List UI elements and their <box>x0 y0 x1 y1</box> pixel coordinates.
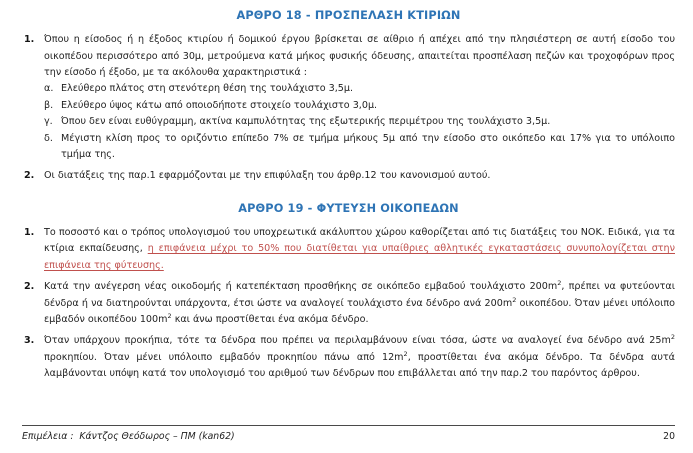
text-run: Όταν υπάρχουν προκήπια, τότε τα δένδρα που πρέπει να περιλαμβάνουν είναι τόσα, ώστε να αναλογεί ένα δένδρο ανά 25m <box>44 335 671 347</box>
page-footer <box>0 425 693 442</box>
list-item <box>22 279 675 328</box>
paragraph-text: Όπου η είσοδος ή η έξοδος κτιρίου ή δομικού έργου βρίσκεται σε αίθριο ή απέχει από την πλησιέστερη σε αυτή είσοδο του οικοπέδου περισσότερο από 30μ, μετρούμενα κατά μήκος φυσικής όδευσης, απαιτείται προσπέλαση πεζών και τροχοφόρων προς την είσοδο ή έξοδο, με τα ακόλουθα χαρακτηριστικά : <box>44 34 675 78</box>
list-marker: 2. <box>24 281 35 293</box>
sub-list-item <box>44 131 675 164</box>
text-run: Κατά την ανέγερση νέας οικοδομής ή κατεπέκταση προσθήκης σε οικόπεδο εμβαδού τουλάχιστο 200m <box>44 281 558 293</box>
superscript: 2 <box>557 278 562 287</box>
superscript: 2 <box>512 295 517 304</box>
list-marker: 2. <box>24 170 35 182</box>
sub-list-text: Όπου δεν είναι ευθύγραμμη, ακτίνα καμπυλότητας της εξωτερικής περιμέτρου της τουλάχιστο 3,5μ. <box>61 116 551 128</box>
list-marker: 3. <box>24 335 35 347</box>
list-item <box>22 32 675 163</box>
sub-list-text: Ελεύθερο ύψος κάτω από οποιοδήποτε στοιχείο τουλάχιστο 3,0μ. <box>61 99 378 111</box>
article-heading-18: ΑΡΘΡΟ 18 - ΠΡΟΣΠΕΛΑΣΗ ΚΤΙΡΙΩΝ <box>236 9 461 22</box>
superscript: 2 <box>167 311 172 320</box>
paragraph-text: Οι διατάξεις της παρ.1 εφαρμόζονται με την επιφύλαξη του άρθρ.12 του κανονισμού αυτού. <box>44 170 491 182</box>
paragraph-text <box>44 225 675 274</box>
list-body <box>44 32 675 163</box>
list-body <box>44 168 675 184</box>
paragraph-text <box>44 333 675 382</box>
emphasis-text: η επιφάνεια μέχρι το 50% που διατίθεται για υπαίθριες αθλητικές εγκαταστάσεις συνυπολογίζεται στην επιφάνεια της φύτευσης. <box>44 243 675 271</box>
list-item <box>22 225 675 274</box>
page-number: 20 <box>663 431 675 442</box>
list-marker: 1. <box>24 34 35 46</box>
list-item <box>22 333 675 382</box>
sub-list-marker: α. <box>44 83 54 95</box>
sub-list-item <box>44 81 675 97</box>
text-run: , προστίθεται ένα ακόμα δένδρο. Τα δένδρα αυτά λαμβάνονται υπόψη κατά τον υπολογισμό του αριθμού των δένδρων που επιβάλλεται από την παρ.2 του παρόντος άρθρου. <box>44 351 675 380</box>
list-item <box>22 168 675 184</box>
article-heading-19: ΑΡΘΡΟ 19 - ΦΥΤΕΥΣΗ ΟΙΚΟΠΕΔΩΝ <box>238 201 459 215</box>
sub-list-item <box>44 98 675 114</box>
article-section-19 <box>22 202 675 383</box>
text-run: προκηπίου. Όταν μένει υπόλοιπο εμβαδόν προκηπίου πάνω από 12m <box>44 351 404 363</box>
sub-list-marker: β. <box>44 99 54 111</box>
sub-list-greek-letters <box>44 81 675 163</box>
text-run: Το ποσοστό και ο τρόπος υπολογισμού του υποχρεωτικά ακάλυπτου χώρου καθορίζεται από τις διατάξεις του ΝΟΚ. Ειδικά, για τα κτίρια εκπαίδευσης, <box>44 226 675 255</box>
superscript: 2 <box>403 349 408 358</box>
list-body <box>44 225 675 274</box>
sub-list-marker: δ. <box>44 132 53 144</box>
footer-divider <box>22 425 675 426</box>
list-body <box>44 279 675 328</box>
paragraph-text <box>44 279 675 328</box>
footer-credit-text: Επιμέλεια : Κάντζος Θεόδωρος – ΠΜ (kan62) <box>22 431 235 442</box>
sub-list-text: Μέγιστη κλίση προς το οριζόντιο επίπεδο 7% σε τμήμα μήκους 5μ από την είσοδο στο οικόπεδο και 17% για το υπόλοιπο τμήμα της. <box>61 132 675 160</box>
list-body <box>44 333 675 382</box>
article-section-18 <box>22 9 675 185</box>
text-run: , πρέπει να φυτεύονται δένδρα ή να διατηρούνται υπάρχοντα, έτσι ώστε να αναλογεί τουλάχιστο ένα δένδρο ανά 200m <box>44 281 675 309</box>
text-run: και άνω προστίθεται ένα ακόμα δένδρο. <box>171 313 369 325</box>
text-run: οικοπέδου. Όταν μένει υπόλοιπο εμβαδόν οικοπέδου 100m <box>44 297 675 325</box>
footer-row <box>22 431 675 442</box>
sub-list-item <box>44 114 675 130</box>
sub-list-marker: γ. <box>44 116 53 128</box>
list-marker: 1. <box>24 226 35 238</box>
superscript: 2 <box>670 333 675 342</box>
sub-list-text: Ελεύθερο πλάτος στη στενότερη θέση της τουλάχιστο 3,5μ. <box>61 83 354 95</box>
